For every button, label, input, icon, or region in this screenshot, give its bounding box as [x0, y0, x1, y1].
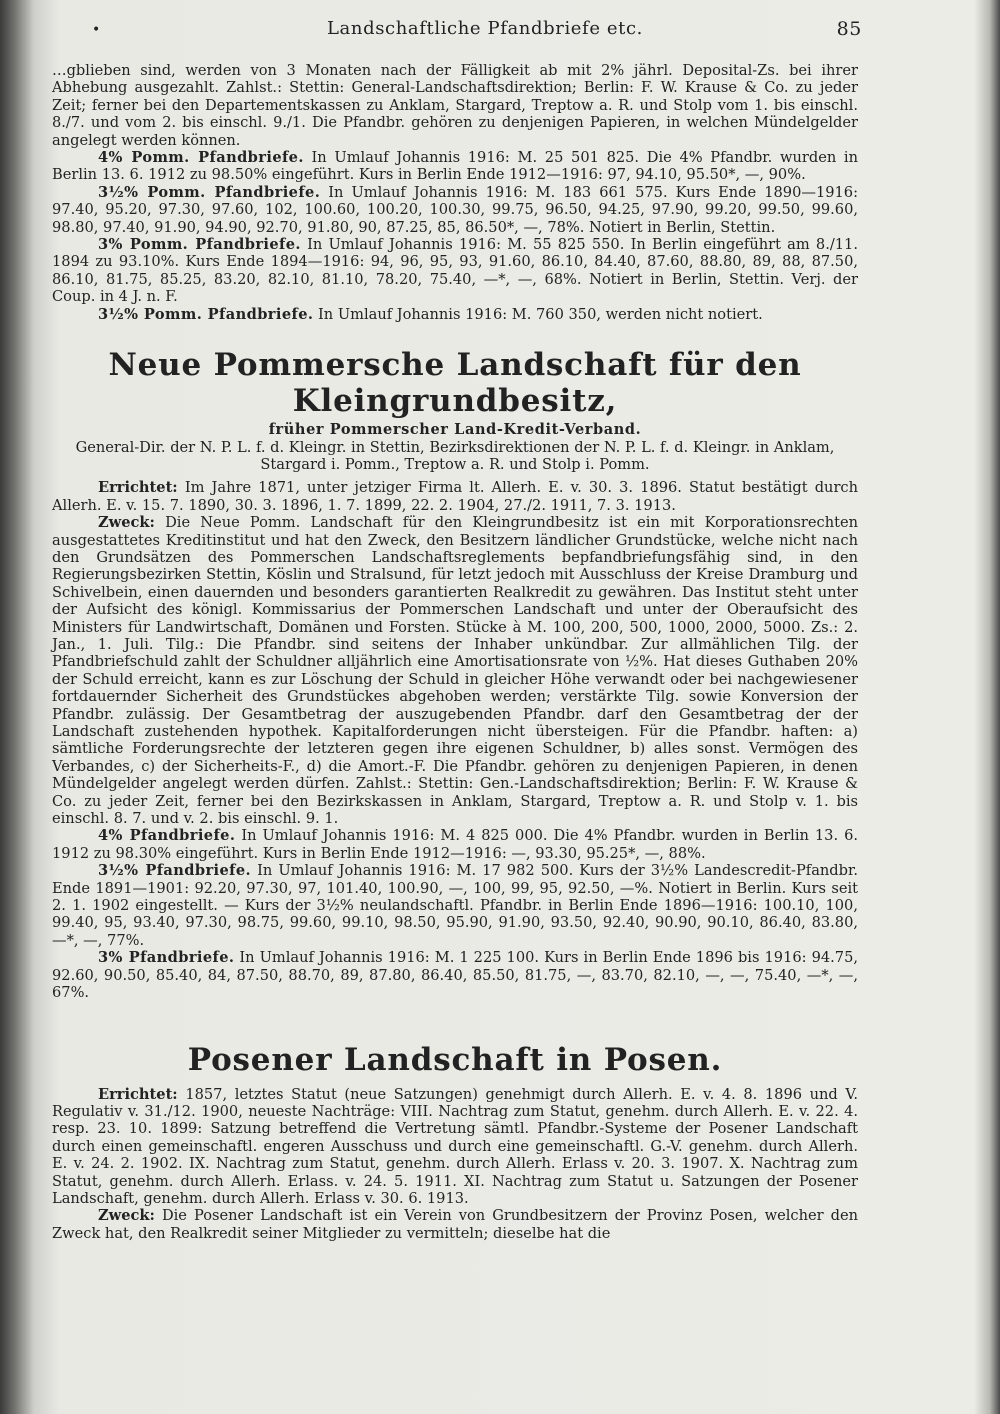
posen-zweck-paragraph	[52, 1207, 858, 1242]
posen-errichtet-paragraph	[52, 1086, 858, 1208]
intro-paragraph: …gblieben sind, werden von 3 Monaten nach der Fälligkeit ab mit 2% jährl. Deposital-Zs. bei ihrer Abhebung ausgezahlt. Zahlst.: Stettin: General-Landschaftsdirektion; Berlin: F. W. Krause & Co. zu jeder Zeit; ferner bei den Departementskassen zu Anklam, Stargard, Treptow a. R. und Stolp vom 1. bis einschl. 8./7. und vom 2. bis einschl. 9./1. Die Pfandbr. gehören zu denjenigen Papieren, in welchen Mündelgelder angelegt werden können.	[52, 62, 858, 149]
neue-zweck-label: Zweck:	[98, 514, 155, 532]
neue-errichtet-text: Im Jahre 1871, unter jetziger Firma lt. Allerh. E. v. 30. 3. 1896. Statut bestätigt durch Allerh. E. v. 15. 7. 1890, 30. 3. 1896, 1. 7. 1899, 22. 2. 1904, 27./2. 1911, 7. 3. 1913.	[52, 479, 858, 514]
posen-zweck-label: Zweck:	[98, 1207, 155, 1225]
neue-errichtet-label: Errichtet:	[98, 479, 178, 497]
pomm-4-text: In Umlauf Johannis 1916: M. 25 501 825. Die 4% Pfandbr. wurden in Berlin 13. 6. 1912 zu 98.50% eingeführt. Kurs in Berlin Ende 1912—1916: 97, 94.10, 95.50*, —, 90%.	[52, 149, 858, 184]
pomm-35b-heading: 3½% Pomm. Pfandbriefe.	[98, 305, 314, 323]
pomm-35b-paragraph	[52, 306, 858, 323]
neue-section-subheading: früher Pommerscher Land-Kredit-Verband.	[268, 421, 642, 439]
posen-errichtet-label: Errichtet:	[98, 1085, 178, 1103]
pomm-4-paragraph	[52, 149, 858, 184]
neue-pf35-text: In Umlauf Johannis 1916: M. 17 982 500. Kurs der 3½% Landescredit-Pfandbr. Ende 1891—1901: 92.20, 97.30, 97, 101.40, 100.90, —, 100, 99, 95, 92.50, —%. Notiert in Berlin. Kurs seit 2. 1. 1902 eingestellt. — Kurs der 3½% neulandschaftl. Pfandbr. in Berlin Ende 1896—1916: 100.10, 100, 99.40, 95, 93.40, 97.30, 98.75, 99.60, 99.10, 98.50, 95.90, 91.90, 93.50, 92.40, 90.90, 90.10, 86.40, 83.80, —*, —, 77%.	[52, 862, 858, 949]
neue-pf4-text: In Umlauf Johannis 1916: M. 4 825 000. Die 4% Pfandbr. wurden in Berlin 13. 6. 1912 zu 98.30% eingeführt. Kurs in Berlin Ende 1912—1916: —, 93.30, 95.25*, —, 88%.	[52, 827, 858, 862]
neue-pf3-heading: 3% Pfandbriefe.	[98, 949, 235, 967]
header-bullet: •	[92, 22, 101, 38]
neue-zweck-text: Die Neue Pomm. Landschaft für den Kleingrundbesitz ist ein mit Korporationsrechten ausgestattetes Kreditinstitut und hat den Zweck, den Besitzern ländlicher Grundstücke, welche nicht nach den Grundsätzen des Pommerschen Landschaftsreglements bepfandbriefungsfähig sind, in den Regierungsbezirken Stettin, Köslin und Stralsund, für letzt jedoch mit Ausschluss der Kreise Dramburg und Schivelbein, einen dauernden und besonders garantierten Realkredit zu gewähren. Das Institut steht unter der Aufsicht des königl. Kommissarius der Pommerschen Landschaft und unter der Oberaufsicht des Ministers für Landwirtschaft, Domänen und Forsten. Stücke à M. 100, 200, 500, 1000, 2000, 5000. Zs.: 2. Jan., 1. Juli. Tilg.: Die Pfandbr. sind seitens der Inhaber unkündbar. Zur allmählichen Tilg. der Pfandbriefschuld zahlt der Schuldner alljährlich eine Amortisationsrate von ½%. Hat dieses Guthaben 20% der Schuld erreicht, kann es zur Löschung der Schuld in gleicher Höhe verwandt oder bei nachgewiesener fortdauernder Sicherheit des Grundstückes abgehoben werden; verstärkte Tilg. sowie Konversion der Pfandbr. zulässig. Der Gesamtbetrag der auszugebenden Pfandbr. darf den Gesamtbetrag der der Landschaft zustehenden hypothek. Kapitalforderungen nicht übersteigen. Für die Pfandbr. haften: a) sämtliche Forderungsrechte der letzteren gegen ihre eigenen Schuldner, b) alles sonst. Vermögen des Verbandes, c) der Sicherheits-F., d) die Amort.-F. Die Pfandbr. gehören zu denjenigen Papieren, in denen Mündelgelder angelegt werden dürfen. Zahlst.: Stettin: Gen.-Landschaftsdirektion; Berlin: F. W. Krause & Co. zu jeder Zeit, ferner bei den Bezirkskassen in Anklam, Stargard, Treptow a. R. und Stolp v. 1. bis einschl. 8. 7. und v. 2. bis einschl. 9. 1.	[52, 514, 858, 828]
neue-pf35-heading: 3½% Pfandbriefe.	[98, 862, 252, 880]
pomm-3-text: In Umlauf Johannis 1916: M. 55 825 550. In Berlin eingeführt am 8./11. 1894 zu 93.10%. Kurs Ende 1894—1916: 94, 96, 95, 93, 91.60, 86.10, 84.40, 87.60, 88.80, 89, 88, 87.50, 86.10, 81.75, 85.25, 83.20, 82.10, 81.10, 78.20, 75.40, —*, —, 68%. Notiert in Berlin, Stettin. Verj. der Coup. in 4 J. n. F.	[52, 236, 858, 306]
neue-pf3-paragraph	[52, 949, 858, 1001]
posen-section-heading: Posener Landschaft in Posen.	[187, 1041, 723, 1078]
neue-pf4-paragraph	[52, 827, 858, 862]
page-number: 85	[836, 18, 862, 40]
pomm-3-paragraph	[52, 236, 858, 306]
neue-section-heading: Neue Pommersche Landschaft für den Kleingrundbesitz,	[108, 347, 802, 420]
pomm-4-heading: 4% Pomm. Pfandbriefe.	[98, 149, 304, 167]
posen-errichtet-text: 1857, letztes Statut (neue Satzungen) genehmigt durch Allerh. E. v. 4. 8. 1896 und V. Regulativ v. 31./12. 1900, neueste Nachträge: VIII. Nachtrag zum Statut, genehm. durch Allerh. E. v. 22. 4. resp. 23. 10. 1899: Satzung betreffend die Vertretung sämtl. Pfandbr.-Systeme der Posener Landschaft durch einen gemeinschaftl. engeren Ausschuss und durch eine gemeinschaftl. G.-V. genehm. durch Allerh. E. v. 24. 2. 1902. IX. Nachtrag zum Statut, genehm. durch Allerh. Erlass v. 20. 3. 1907. X. Nachtrag zum Statut, genehm. durch Allerh. Erlass. v. 24. 5. 1911. XI. Nachtrag zum Statut u. Satzungen der Posener Landschaft, genehm. durch Allerh. Erlass v. 30. 6. 1913.	[52, 1085, 858, 1207]
neue-pf35-paragraph	[52, 862, 858, 949]
pomm-35-text: In Umlauf Johannis 1916: M. 183 661 575. Kurs Ende 1890—1916: 97.40, 95.20, 97.30, 97.60, 102, 100.60, 100.20, 100.30, 99.75, 96.50, 94.25, 97.90, 99.20, 99.50, 99.60, 98.80, 97.40, 91.90, 94.90, 92.70, 91.80, 90, 87.25, 85, 86.50*, —, 78%. Notiert in Berlin, Stettin.	[52, 183, 859, 236]
posen-zweck-text: Die Posener Landschaft ist ein Verein von Grundbesitzern der Provinz Posen, welcher den Zweck hat, den Realkredit seiner Mitglieder zu vermitteln; dieselbe hat die	[52, 1207, 858, 1242]
page-header	[60, 18, 860, 44]
pomm-3-heading: 3% Pomm. Pfandbriefe.	[98, 236, 301, 254]
neue-pf3-text: In Umlauf Johannis 1916: M. 1 225 100. Kurs in Berlin Ende 1896 bis 1916: 94.75, 92.60, 90.50, 85.40, 84, 87.50, 88.70, 89, 87.80, 86.40, 85.50, 81.75, —, 83.70, 82.10, —, —, 75.40, —*, —, 67%.	[52, 949, 858, 1002]
neue-errichtet-paragraph	[52, 479, 858, 514]
running-title: Landschaftliche Pfandbriefe etc.	[327, 18, 643, 39]
neue-direction-text: General-Dir. der N. P. L. f. d. Kleingr. in Stettin, Bezirksdirektionen der N. P. L. f. d. Kleingr. in Anklam, Stargard i. Pomm., Treptow a. R. und Stolp i. Pomm.	[75, 438, 835, 473]
pomm-35-paragraph	[52, 184, 858, 236]
neue-pf4-heading: 4% Pfandbriefe.	[98, 827, 236, 845]
pomm-35-heading: 3½% Pomm. Pfandbriefe.	[98, 183, 321, 201]
pomm-35b-text: In Umlauf Johannis 1916: M. 760 350, werden nicht notiert.	[318, 305, 763, 323]
neue-zweck-paragraph	[52, 514, 858, 827]
page-edge-shadow	[974, 0, 1000, 1414]
page-body	[52, 62, 858, 1242]
